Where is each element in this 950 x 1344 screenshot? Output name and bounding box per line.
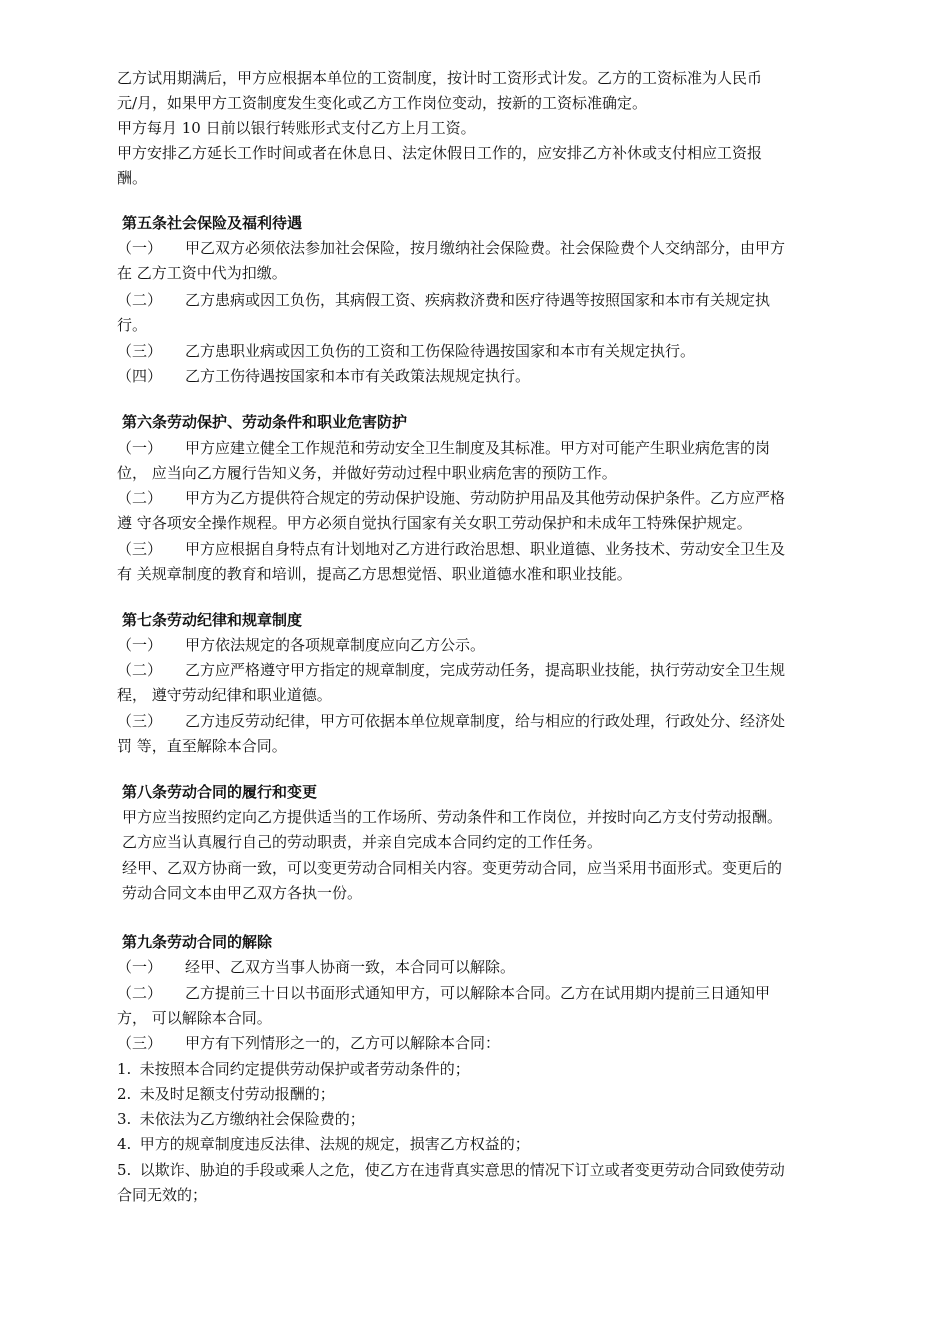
- item-text: 甲方有下列情形之一的，乙方可以解除本合同：: [185, 1034, 501, 1052]
- article-6-item-3-cont: 有 关规章制度的教育和培训，提高乙方思想觉悟、职业道德水准和职业技能。: [117, 565, 632, 583]
- article-7-item-3-cont: 罚 等，直至解除本合同。: [117, 737, 287, 755]
- list-item-text: 甲方的规章制度违反法律、法规的规定，损害乙方权益的；: [139, 1135, 530, 1153]
- article-5-item-4: [117, 366, 530, 386]
- list-item: [117, 1160, 785, 1180]
- item-number: （三）: [117, 712, 163, 730]
- intro-line-4: 甲方安排乙方延长工作时间或者在休息日、法定休假日工作的，应安排乙方补休或支付相应工资报: [117, 144, 763, 162]
- article-9-item-3: [117, 1033, 500, 1053]
- article-7-item-1: [117, 635, 485, 655]
- item-text: 乙方患病或因工负伤，其病假工资、疾病救济费和医疗待遇等按照国家和本市有关规定执: [185, 291, 771, 309]
- list-item: [117, 1059, 470, 1079]
- item-text: 甲方为乙方提供符合规定的劳动保护设施、劳动防护用品及其他劳动保护条件。乙方应严格: [185, 489, 786, 507]
- item-text: 甲方依法规定的各项规章制度应向乙方公示。: [185, 636, 486, 654]
- list-item: [117, 1109, 365, 1129]
- list-item-text: 未按照本合同约定提供劳动保护或者劳动条件的；: [139, 1060, 470, 1078]
- article-7-item-2-cont: 程， 遵守劳动纪律和职业道德。: [117, 686, 332, 704]
- article-6-item-1-cont: 位， 应当向乙方履行告知义务，并做好劳动过程中职业病危害的预防工作。: [117, 464, 617, 482]
- article-8-line-4: 劳动合同文本由甲乙双方各执一份。: [122, 884, 363, 902]
- article-6-item-1: [117, 438, 770, 458]
- article-7-item-3: [117, 711, 785, 731]
- intro-line-2: 元/月，如果甲方工资制度发生变化或乙方工作岗位变动，按新的工资标准确定。: [117, 94, 648, 112]
- item-text: 乙方应严格遵守甲方指定的规章制度，完成劳动任务，提高职业技能，执行劳动安全卫生规: [185, 661, 786, 679]
- list-item-number: 5.: [117, 1161, 132, 1179]
- item-number: （一）: [117, 239, 163, 257]
- item-number: （二）: [117, 291, 163, 309]
- article-9-item-2: [117, 983, 770, 1003]
- item-number: （三）: [117, 1034, 163, 1052]
- intro-line-5: 酬。: [117, 169, 148, 187]
- article-8-title: 第八条劳动合同的履行和变更: [122, 783, 318, 801]
- list-item-text: 未及时足额支付劳动报酬的；: [139, 1085, 335, 1103]
- list-item-text: 未依法为乙方缴纳社会保险费的；: [139, 1110, 365, 1128]
- item-number: （一）: [117, 439, 163, 457]
- item-number: （二）: [117, 489, 163, 507]
- list-item: [117, 1134, 530, 1154]
- list-item: [117, 1084, 335, 1104]
- article-9-item-1: [117, 957, 515, 977]
- list-item-number: 4.: [117, 1135, 132, 1153]
- article-6-item-2: [117, 488, 785, 508]
- article-5-item-1: [117, 238, 785, 258]
- list-item-text: 以欺诈、胁迫的手段或乘人之危，使乙方在违背真实意思的情况下订立或者变更劳动合同致使劳动: [139, 1161, 785, 1179]
- item-number: （一）: [117, 636, 163, 654]
- item-text: 乙方工伤待遇按国家和本市有关政策法规规定执行。: [185, 367, 531, 385]
- item-text: 乙方提前三十日以书面形式通知甲方，可以解除本合同。乙方在试用期内提前三日通知甲: [185, 984, 771, 1002]
- item-number: （二）: [117, 984, 163, 1002]
- item-text: 乙方违反劳动纪律，甲方可依据本单位规章制度，给与相应的行政处理，行政处分、经济处: [185, 712, 786, 730]
- article-9-title: 第九条劳动合同的解除: [122, 933, 273, 951]
- article-8-line-2: 乙方应当认真履行自己的劳动职责，并亲自完成本合同约定的工作任务。: [122, 833, 603, 851]
- article-5-title: 第五条社会保险及福利待遇: [122, 214, 303, 232]
- article-8-line-3: 经甲、乙双方协商一致，可以变更劳动合同相关内容。变更劳动合同，应当采用书面形式。变更后的: [122, 859, 783, 877]
- item-number: （三）: [117, 342, 163, 360]
- item-text: 甲方应根据自身特点有计划地对乙方进行政治思想、职业道德、业务技术、劳动安全卫生及: [185, 540, 786, 558]
- article-9-item-2-cont: 方， 可以解除本合同。: [117, 1009, 272, 1027]
- item-number: （二）: [117, 661, 163, 679]
- article-5-item-2-cont: 行。: [117, 316, 148, 334]
- article-6-title: 第六条劳动保护、劳动条件和职业危害防护: [122, 413, 408, 431]
- article-5-item-2: [117, 290, 770, 310]
- list-item-number: 1.: [117, 1060, 132, 1078]
- item-number: （一）: [117, 958, 163, 976]
- item-number: （四）: [117, 367, 163, 385]
- article-5-item-1-cont: 在 乙方工资中代为扣缴。: [117, 264, 287, 282]
- article-6-item-2-cont: 遵 守各项安全操作规程。甲方必须自觉执行国家有关女职工劳动保护和未成年工特殊保护规定。: [117, 514, 752, 532]
- item-text: 甲乙双方必须依法参加社会保险，按月缴纳社会保险费。社会保险费个人交纳部分，由甲方: [185, 239, 786, 257]
- item-text: 乙方患职业病或因工负伤的工资和工伤保险待遇按国家和本市有关规定执行。: [185, 342, 696, 360]
- article-7-title: 第七条劳动纪律和规章制度: [122, 611, 303, 629]
- list-item-cont: 合同无效的；: [117, 1186, 208, 1204]
- item-text: 经甲、乙双方当事人协商一致，本合同可以解除。: [185, 958, 516, 976]
- article-7-item-2: [117, 660, 785, 680]
- item-number: （三）: [117, 540, 163, 558]
- intro-line-3: 甲方每月 10 日前以银行转账形式支付乙方上月工资。: [117, 119, 476, 137]
- item-text: 甲方应建立健全工作规范和劳动安全卫生制度及其标准。甲方对可能产生职业病危害的岗: [185, 439, 771, 457]
- intro-line-1: 乙方试用期满后，甲方应根据本单位的工资制度，按计时工资形式计发。乙方的工资标准为人民币: [117, 69, 763, 87]
- list-item-number: 2.: [117, 1085, 132, 1103]
- article-5-item-3: [117, 341, 695, 361]
- list-item-number: 3.: [117, 1110, 132, 1128]
- article-8-line-1: 甲方应当按照约定向乙方提供适当的工作场所、劳动条件和工作岗位，并按时向乙方支付劳动报酬。: [122, 808, 783, 826]
- article-6-item-3: [117, 539, 785, 559]
